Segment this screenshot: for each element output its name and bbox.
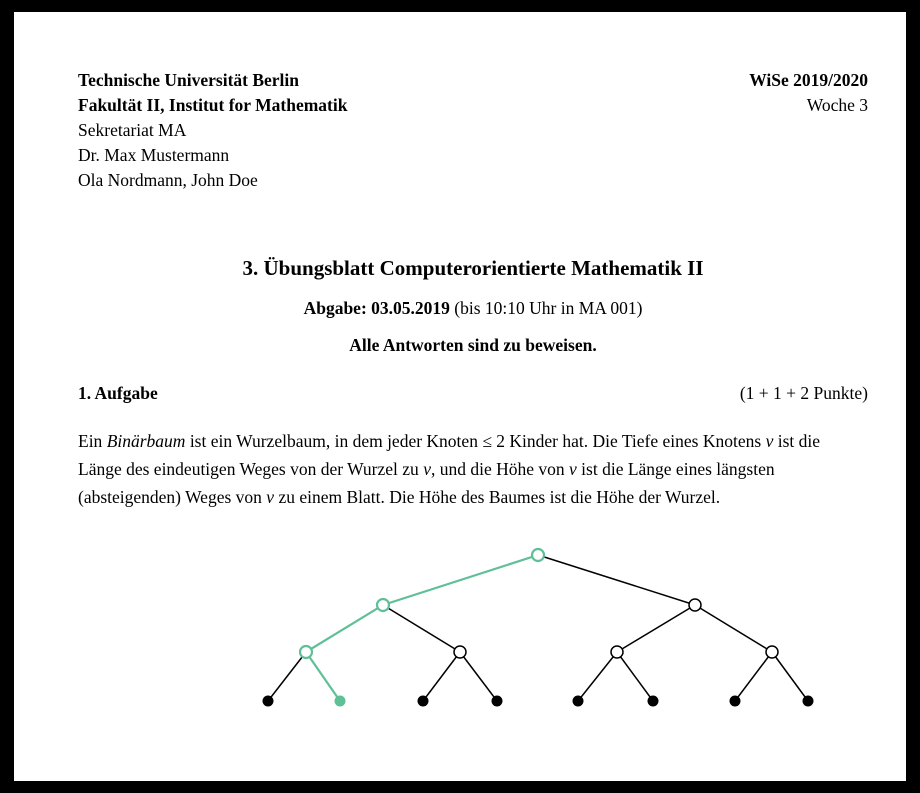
tree-inner-node (689, 599, 701, 611)
tree-edges (268, 555, 808, 701)
page-title: 3. Übungsblatt Computerorientierte Mathematik II (242, 256, 704, 280)
header-tutors: Ola Nordmann, John Doe (78, 170, 258, 190)
tree-edge (772, 652, 808, 701)
tree-edge (735, 652, 772, 701)
tree-edge (695, 605, 772, 652)
task-name: 1. Aufgabe (78, 383, 158, 403)
para-emph-v-1: v (765, 431, 774, 451)
deadline-label: Abgabe: 03.05.2019 (303, 298, 450, 318)
para-part-1: Ein (78, 431, 107, 451)
header-faculty: Fakultät II, Institut for Mathematik (78, 95, 348, 115)
header-lecturer: Dr. Max Mustermann (78, 145, 230, 165)
para-part-6: zu einem Blatt. Die Höhe des Baumes ist die Höhe der Wurzel. (274, 487, 721, 507)
tree-leaf-node (335, 696, 345, 706)
para-emph-v-3: v (569, 459, 577, 479)
tree-inner-node (532, 549, 544, 561)
tree-edge (306, 652, 340, 701)
tree-edge (538, 555, 695, 605)
deadline-line (78, 298, 868, 319)
document-content (78, 68, 868, 739)
header-secretariat: Sekretariat MA (78, 120, 187, 140)
binary-tree-svg (78, 539, 868, 729)
tree-inner-node (300, 646, 312, 658)
deadline-detail: (bis 10:10 Uhr in MA 001) (449, 298, 643, 318)
header-semester: WiSe 2019/2020 (749, 70, 868, 90)
para-part-4: , und die Höhe von (430, 459, 570, 479)
tree-edge (578, 652, 617, 701)
para-emph-binaerbaum: Binärbaum (106, 431, 186, 451)
document-header (78, 68, 868, 218)
para-part-2: ist ein Wurzelbaum, in dem jeder Knoten ≤ 2 Kinder hat. Die Tiefe eines Knotens (185, 431, 766, 451)
answers-notice: Alle Antworten sind zu beweisen. (349, 335, 597, 355)
tree-edge (383, 605, 460, 652)
tree-leaf-node (803, 696, 813, 706)
tree-edge (383, 555, 538, 605)
header-week: Woche 3 (806, 95, 868, 115)
tree-leaf-node (492, 696, 502, 706)
tree-leaf-node (730, 696, 740, 706)
document-page (14, 12, 906, 781)
task-paragraph (78, 427, 868, 511)
header-left-block (78, 68, 347, 193)
tree-inner-node (611, 646, 623, 658)
tree-leaf-node (648, 696, 658, 706)
para-part-3: ist die Länge des eindeutigen Weges von der Wurzel zu (78, 431, 821, 479)
tree-leaf-node (573, 696, 583, 706)
tree-edge (268, 652, 306, 701)
tree-leaf-node (418, 696, 428, 706)
task-header-row (78, 383, 868, 407)
tree-edge (460, 652, 497, 701)
tree-inner-node (377, 599, 389, 611)
header-right-block (749, 68, 868, 118)
tree-leaf-node (263, 696, 273, 706)
tree-edge (617, 605, 695, 652)
header-university: Technische Universität Berlin (78, 70, 300, 90)
para-emph-v-2: v (423, 459, 431, 479)
para-part-5: ist die Länge eines längsten (absteigenden) Weges von (78, 459, 775, 507)
para-emph-v-4: v (266, 487, 275, 507)
tree-inner-node (766, 646, 778, 658)
binary-tree-figure (78, 539, 868, 739)
tree-edge (423, 652, 460, 701)
tree-edge (617, 652, 653, 701)
tree-inner-node (454, 646, 466, 658)
task-points: (1 + 1 + 2 Punkte) (739, 383, 868, 403)
tree-edge (306, 605, 383, 652)
